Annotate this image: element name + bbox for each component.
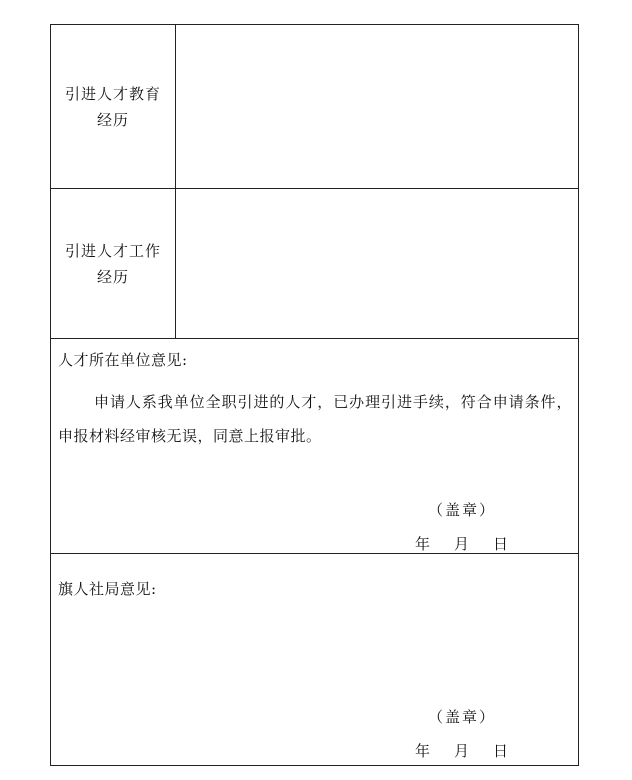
approval-form-table [50, 24, 579, 766]
work-history-field[interactable] [176, 189, 578, 338]
education-history-row [51, 25, 578, 189]
unit-date-month: 月 [454, 535, 470, 553]
unit-opinion-text: 申请人系我单位全职引进的人才，已办理引进手续，符合申请条件， 申报材料经审核无误，同意上报审批。 [58, 393, 572, 445]
bureau-opinion-title: 旗人社局意见: [58, 580, 157, 598]
work-history-label: 引进人才工作经历 [64, 241, 161, 286]
unit-opinion-title: 人才所在单位意见: [58, 351, 188, 369]
work-history-row [51, 189, 578, 339]
education-history-label-cell [51, 25, 176, 188]
bureau-date-line [415, 740, 508, 761]
unit-opinion-section [51, 339, 578, 554]
unit-date-year: 年 [415, 535, 431, 553]
bureau-date-year: 年 [415, 742, 431, 760]
education-history-field[interactable] [176, 25, 578, 188]
bureau-seal-label: （盖章） [428, 708, 497, 726]
bureau-date-month: 月 [454, 742, 470, 760]
education-history-label: 引进人才教育经历 [64, 84, 161, 129]
unit-date-day: 日 [493, 535, 509, 553]
unit-date-line [415, 533, 508, 554]
work-history-label-cell [51, 189, 176, 338]
bureau-date-day: 日 [493, 742, 509, 760]
bureau-opinion-section [51, 554, 578, 765]
unit-seal-label: （盖章） [428, 501, 497, 519]
